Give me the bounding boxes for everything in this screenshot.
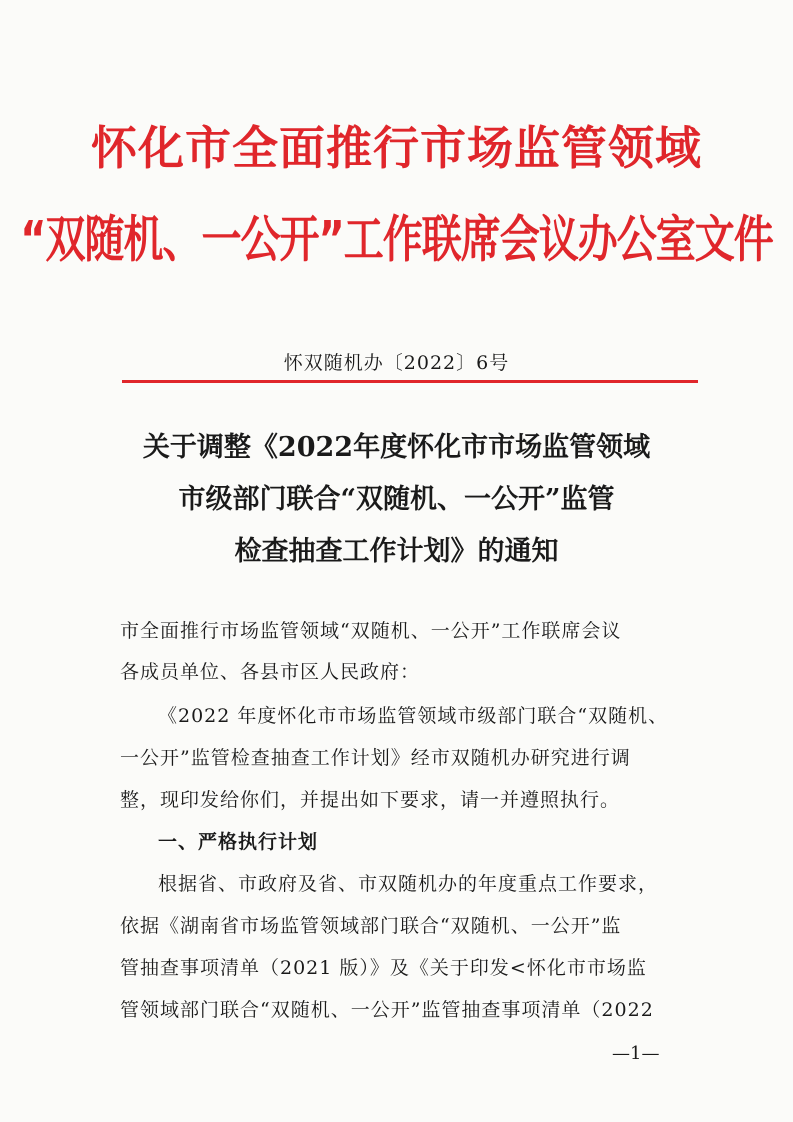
title-line-3: 检查抽查工作计划》的通知 (234, 536, 559, 567)
red-separator-rule (122, 380, 698, 383)
paragraph-1-line-1: 《2022 年度怀化市市场监管领域市级部门联合“双随机、 (158, 705, 669, 727)
paragraph-2-line-1: 根据省、市政府及省、市双随机办的年度重点工作要求， (158, 873, 659, 895)
paragraph-2-line-2: 依据《湖南省市场监管领域部门联合“双随机、一公开”监 (120, 915, 622, 937)
addressee-line-1: 市全面推行市场监管领域“双随机、一公开”工作联席会议 (120, 620, 622, 642)
document-number: 怀双随机办〔2022〕6号 (283, 352, 510, 374)
page-number: —1— (612, 1043, 660, 1064)
red-header-line-1: 怀化市全面推行市场监管领域 (91, 121, 702, 175)
title-line-2: 市级部门联合“双随机、一公开”监管 (178, 484, 615, 515)
paragraph-2-line-4: 管领域部门联合“双随机、一公开”监管抽查事项清单（2022 (120, 999, 654, 1021)
paragraph-1-line-2: 一公开”监管检查抽查工作计划》经市双随机办研究进行调 (120, 747, 631, 769)
addressee-line-2: 各成员单位、各县市区人民政府： (120, 661, 421, 683)
paragraph-2-line-3: 管抽查事项清单（2021 版）》及《关于印发<怀化市市场监 (120, 957, 647, 979)
red-header-line-2: “双随机、一公开”工作联席会议办公室文件 (20, 211, 773, 269)
paragraph-1-line-3: 整，现印发给你们，并提出如下要求，请一并遵照执行。 (120, 789, 621, 811)
title-line-1: 关于调整《2022年度怀化市市场监管领域 (142, 432, 651, 463)
section-heading-1: 一、严格执行计划 (158, 831, 319, 853)
